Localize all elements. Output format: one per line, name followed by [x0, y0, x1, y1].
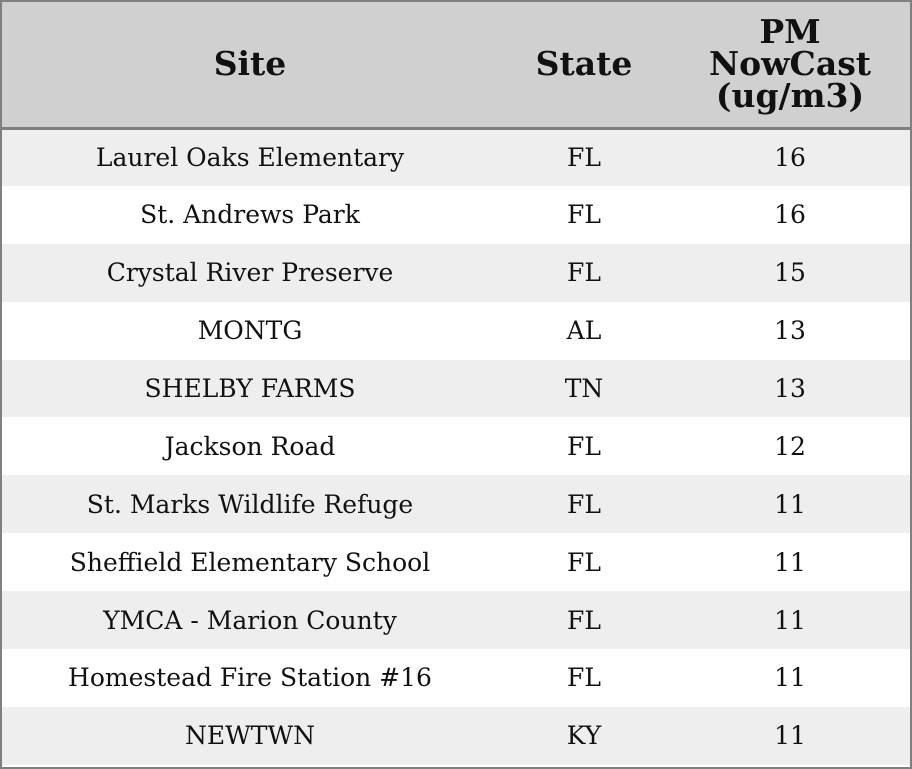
header-row [2, 2, 910, 128]
column-header-pm-nowcast [670, 2, 910, 128]
cell-pm: 13 [774, 374, 806, 403]
cell-state: FL [567, 605, 601, 635]
table-row [2, 302, 910, 360]
table-row [2, 475, 910, 533]
table-row [2, 360, 910, 418]
table-row [2, 649, 910, 707]
column-header-state: State [498, 2, 670, 128]
cell-site: Jackson Road [164, 431, 336, 461]
table-header [2, 2, 910, 128]
cell-pm: 11 [774, 663, 806, 693]
cell-state: FL [567, 143, 601, 173]
cell-state: FL [567, 200, 601, 230]
cell-state: TN [564, 374, 604, 403]
cell-site: SHELBY FARMS [144, 374, 356, 403]
table-row [2, 533, 910, 591]
column-header-pm-line1: PM [759, 12, 821, 52]
table-row [2, 244, 910, 302]
table-row [2, 707, 910, 765]
table-row [2, 591, 910, 649]
table-row [2, 186, 910, 244]
cell-pm: 16 [774, 200, 806, 230]
column-header-site: Site [2, 2, 498, 128]
cell-site: Crystal River Preserve [106, 258, 394, 288]
cell-site: Sheffield Elementary School [69, 547, 431, 577]
cell-site: MONTG [197, 316, 303, 346]
cell-state: KY [566, 721, 602, 751]
column-header-pm-line2: NowCast [708, 44, 872, 84]
cell-site: St. Marks Wildlife Refuge [86, 489, 414, 519]
cell-site: YMCA - Marion County [103, 605, 397, 635]
cell-pm: 11 [774, 547, 806, 577]
cell-site: NEWTWN [184, 721, 316, 751]
cell-site: Laurel Oaks Elementary [95, 143, 405, 173]
cell-pm: 11 [774, 605, 806, 635]
cell-state: AL [566, 316, 602, 346]
cell-state: FL [567, 258, 601, 288]
cell-pm: 11 [774, 489, 806, 519]
column-header-pm-line3: (ug/m3) [715, 76, 865, 116]
cell-pm: 13 [774, 316, 806, 346]
cell-state: FL [567, 431, 601, 461]
cell-pm: 11 [774, 721, 806, 751]
air-quality-table [2, 2, 910, 765]
cell-site: Homestead Fire Station #16 [68, 663, 432, 693]
cell-pm: 12 [774, 431, 806, 461]
cell-state: FL [567, 547, 601, 577]
table-row [2, 417, 910, 475]
cell-pm: 15 [774, 258, 806, 288]
table-body [2, 128, 910, 765]
cell-state: FL [567, 663, 601, 693]
cell-pm: 16 [774, 143, 806, 173]
cell-site: St. Andrews Park [140, 200, 360, 230]
table-row [2, 128, 910, 186]
cell-state: FL [567, 489, 601, 519]
